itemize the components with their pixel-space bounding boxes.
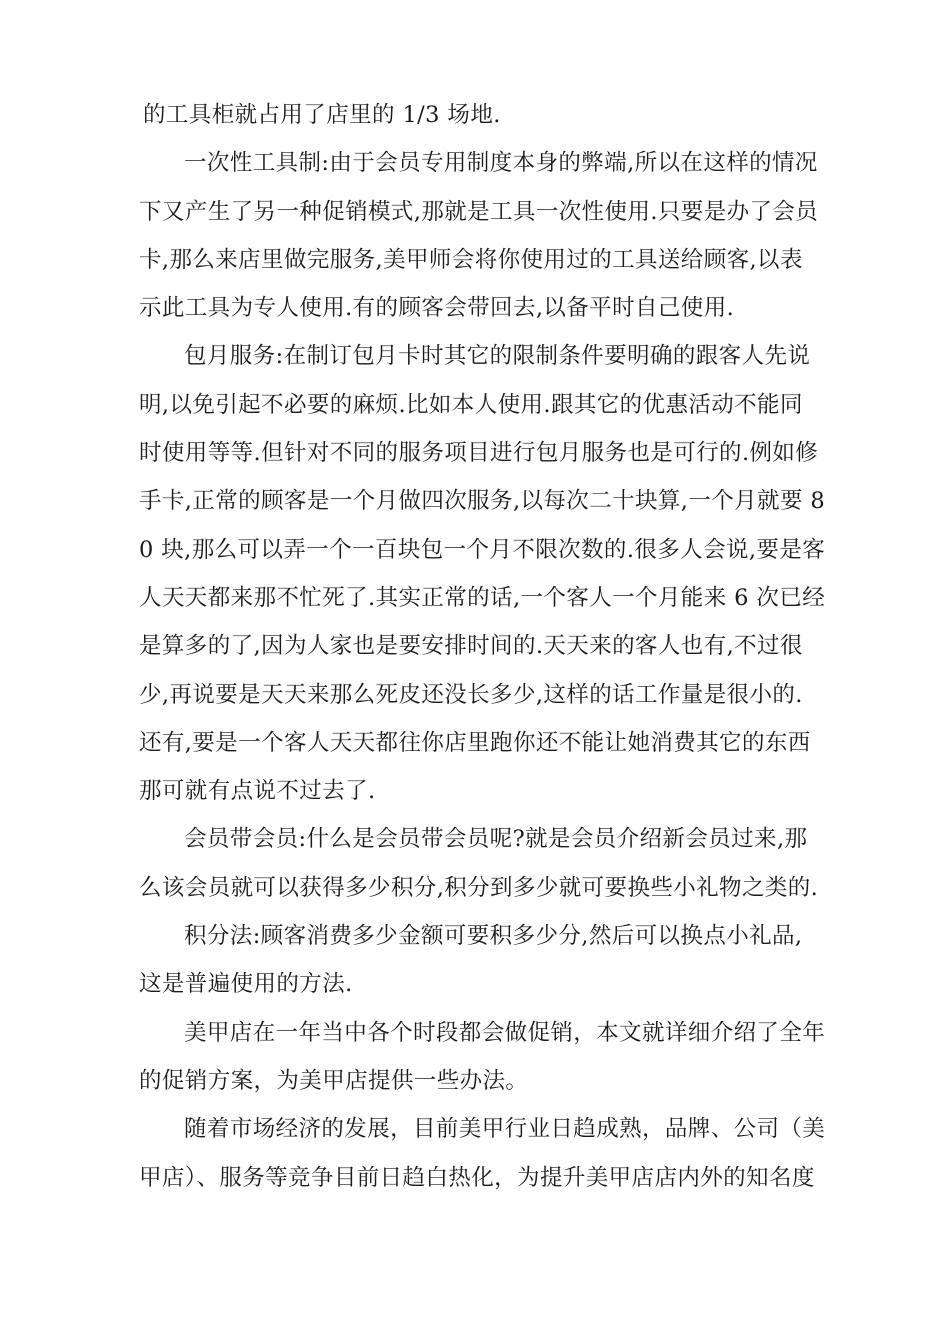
paragraph-year-promotion-start: 美甲店在一年当中各个时段都会做促销，本文就详细介绍了全年 (184, 1019, 826, 1046)
text-line: 示此工具为专人使用.有的顾客会带回去,以备平时自己使用. (139, 295, 735, 322)
text-line: 的促销方案，为美甲店提供一些办法。 (139, 1067, 529, 1094)
text-line: 的工具柜就占用了店里的 1/3 场地. (143, 102, 501, 128)
text-line: 卡,那么来店里做完服务,美甲师会将你使用过的工具送给顾客,以表 (139, 246, 803, 273)
paragraph-monthly-service-start: 包月服务:在制订包月卡时其它的限制条件要明确的跟客人先说 (184, 343, 811, 370)
text-line: 甲店）、服务等竞争目前日趋白热化，为提升美甲店店内外的知名度 (139, 1164, 815, 1191)
body-text (139, 91, 826, 1202)
text-line: 0 块,那么可以弄一个一百块包一个月不限次数的.很多人会说,要是客 (139, 536, 826, 563)
text-line: 人天天都来那不忙死了.其实正常的话,一个客人一个月能来 6 次已经 (139, 584, 826, 611)
text-line: 还有,要是一个客人天天都往你店里跑你还不能让她消费其它的东西 (139, 729, 811, 756)
text-line: 下又产生了另一种促销模式,那就是工具一次性使用.只要是办了会员 (139, 198, 819, 225)
text-line: 手卡,正常的顾客是一个月做四次服务,以每次二十块算,一个月就要 8 (139, 488, 826, 515)
paragraph-market-development-start: 随着市场经济的发展，目前美甲行业日趋成熟，品牌、公司（美 (184, 1116, 826, 1143)
paragraph-points-method-start: 积分法:顾客消费多少金额可要积多少分,然后可以换点小礼品, (184, 923, 803, 950)
paragraph-member-referral-start: 会员带会员:什么是会员带会员呢?就是会员介绍新会员过来,那 (184, 826, 808, 853)
text-line: 这是普遍使用的方法. (139, 971, 353, 998)
text-line: 么该会员就可以获得多少积分,积分到多少就可要换些小礼物之类的. (139, 874, 819, 901)
text-line: 是算多的了,因为人家也是要安排时间的.天天来的客人也有,不过很 (139, 633, 803, 660)
text-line: 时使用等等.但针对不同的服务项目进行包月服务也是可行的.例如修 (139, 440, 819, 467)
text-line: 那可就有点说不过去了. (139, 778, 376, 805)
text-line: 明,以免引起不必要的麻烦.比如本人使用.跟其它的优惠活动不能同 (139, 391, 803, 418)
paragraph-one-time-tools-start: 一次性工具制:由于会员专用制度本身的弊端,所以在这样的情况 (184, 150, 818, 177)
text-line: 少,再说要是天天来那么死皮还没长多少,这样的话工作量是很小的. (139, 681, 803, 708)
